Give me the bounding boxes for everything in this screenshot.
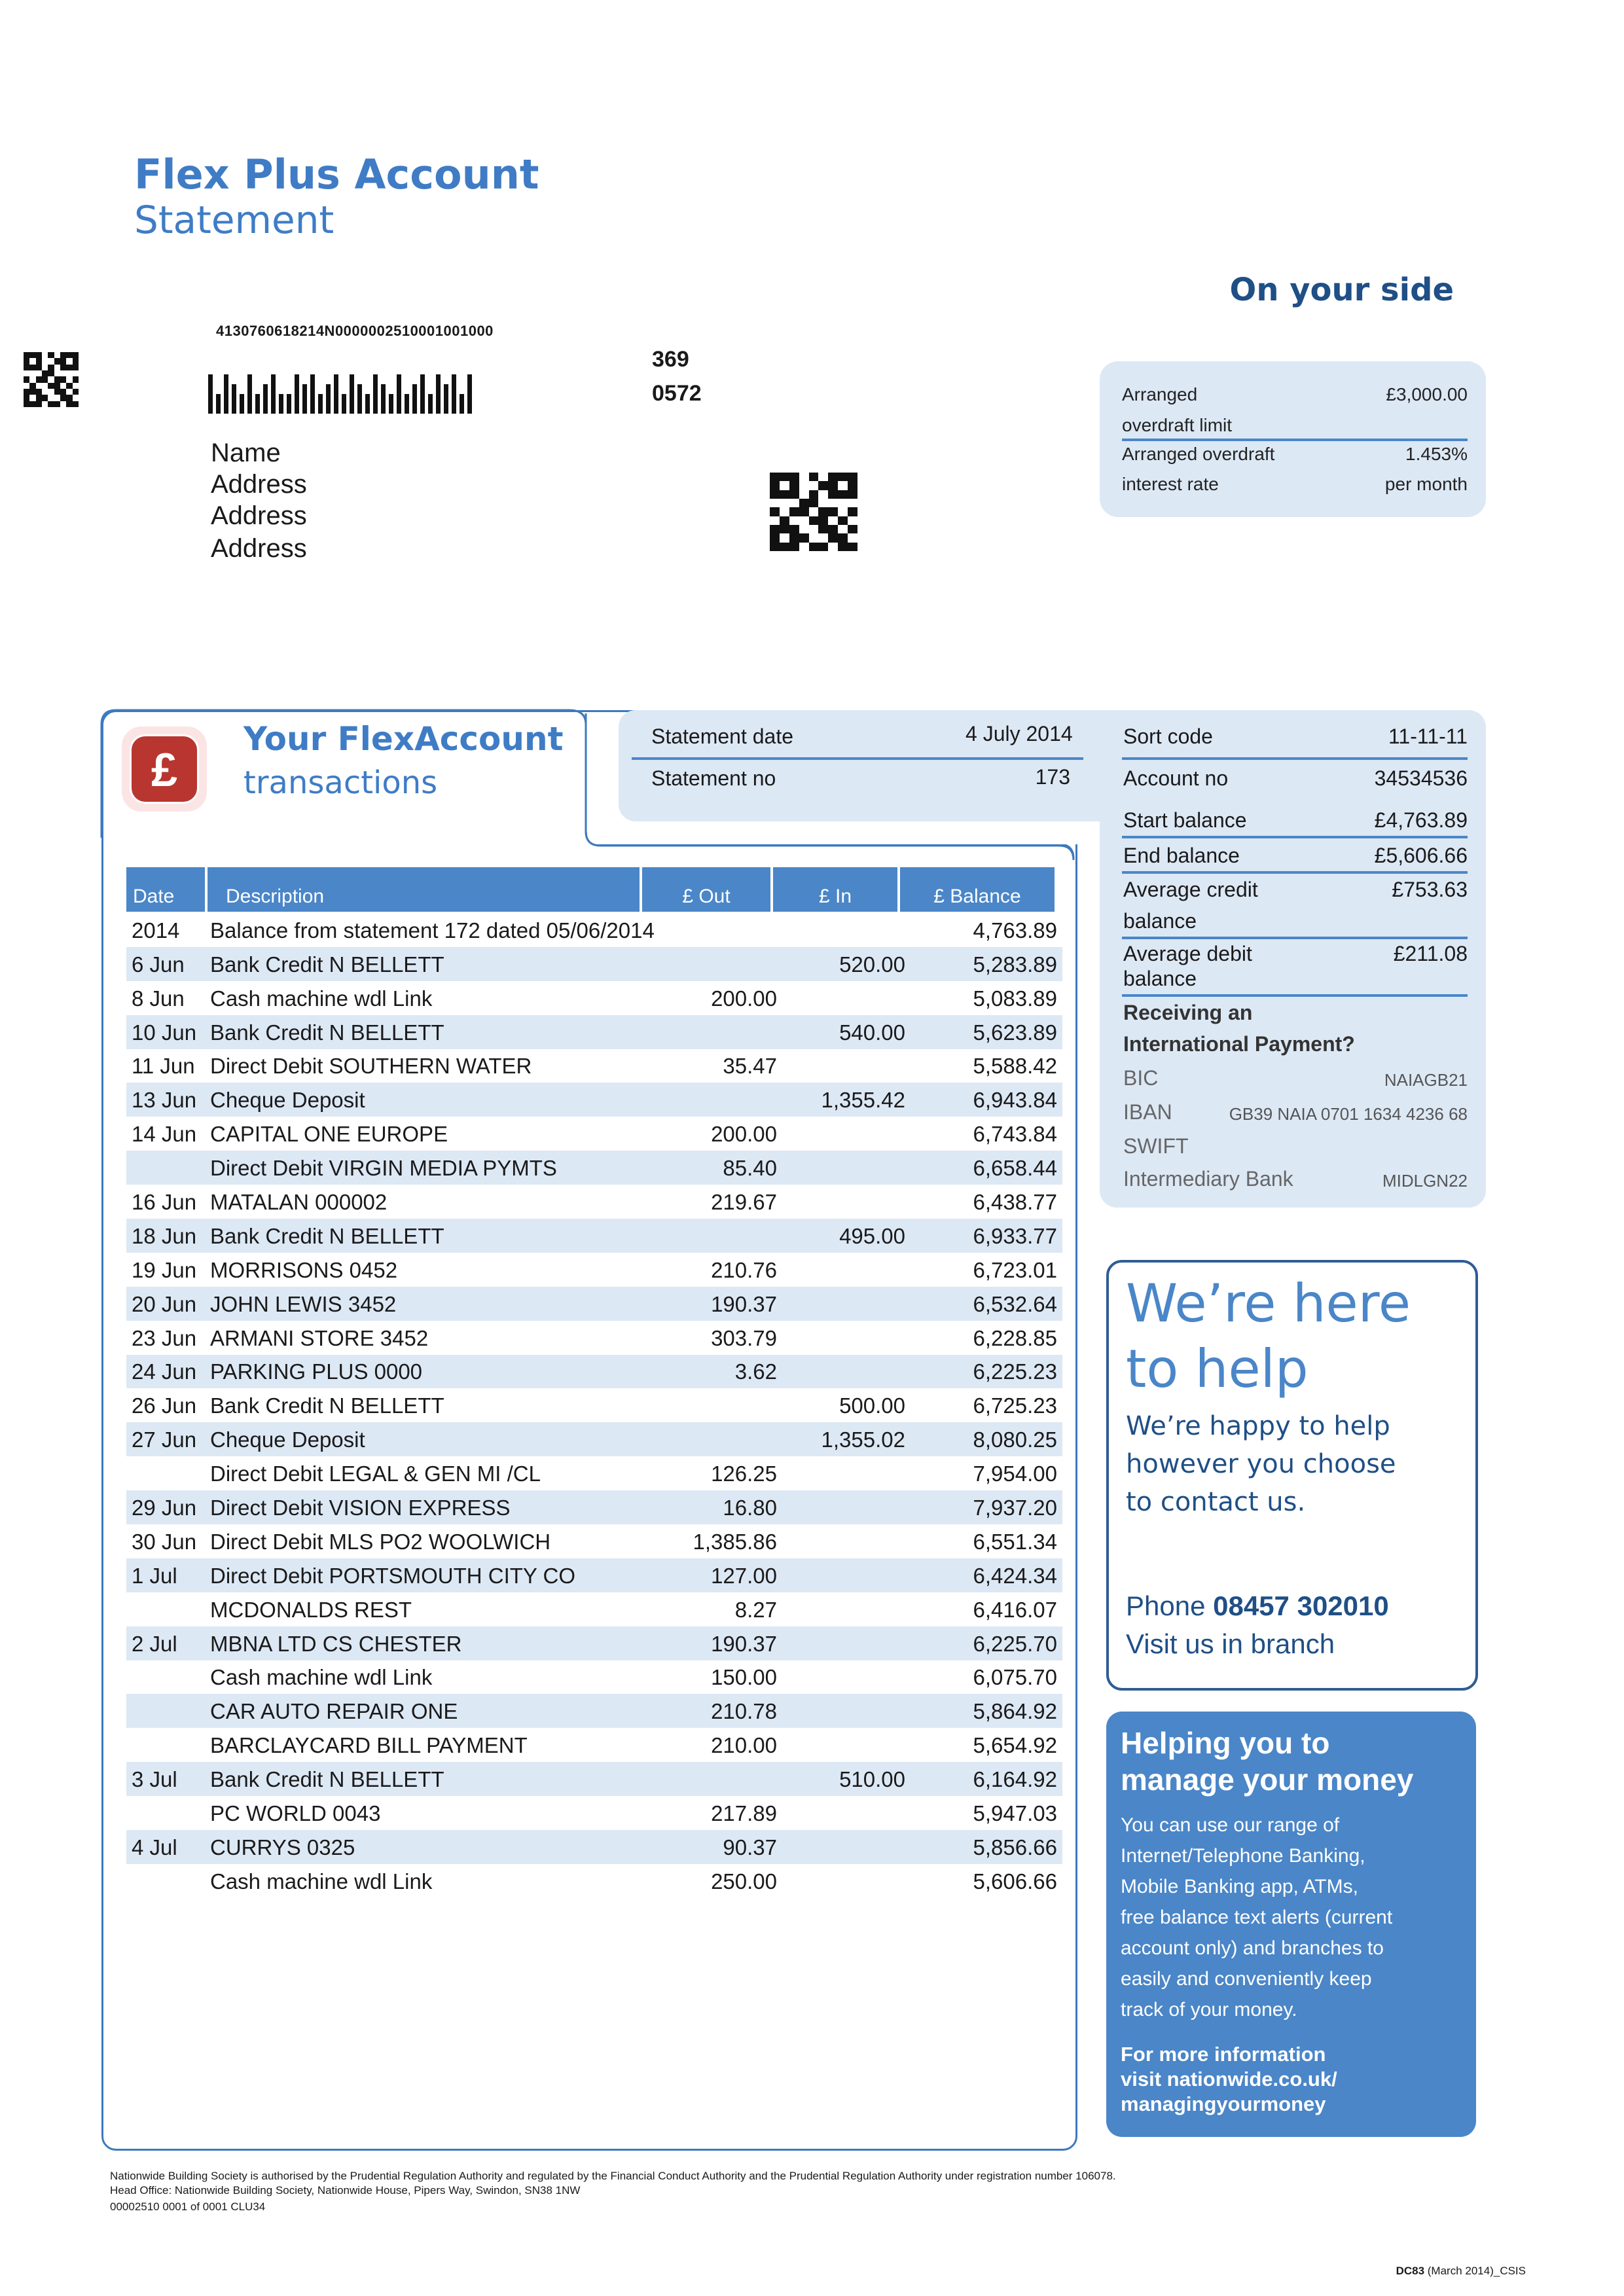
cell-desc: PARKING PLUS 0000 [210,1359,423,1384]
table-row [126,1490,1062,1524]
cell-desc: Direct Debit PORTSMOUTH CITY CO [210,1563,576,1588]
end-balance-label: End balance [1123,844,1240,867]
money-body-line: account only) and branches to [1121,1937,1384,1959]
cell-date: 30 Jun [132,1529,197,1554]
cell-desc: Direct Debit LEGAL & GEN MI /CL [210,1462,541,1486]
od-rate-period: per month [1384,474,1468,494]
cell-bal: 6,658.44 [973,1156,1057,1181]
avg-debit-label-1: Average debit [1123,942,1252,965]
cell-bal: 6,532.64 [973,1291,1057,1316]
money-link[interactable]: visit nationwide.co.uk/ [1121,2068,1337,2090]
od-rate-value: 1.453% [1405,444,1468,464]
cell-out: 210.76 [711,1257,777,1282]
barcode-icon [208,374,549,414]
cell-desc: Cash machine wdl Link [210,986,433,1011]
table-row [126,913,1062,947]
sort-code-value: 11-11-11 [1388,725,1468,748]
bic-value: NAIAGB21 [1384,1070,1468,1090]
divider [1122,439,1468,441]
money-more-info [1121,2042,1337,2117]
cell-date: 1 Jul [132,1563,177,1588]
mail-code-1: 369 [652,347,689,372]
avg-credit-value: £753.63 [1392,878,1468,901]
cell-desc: Direct Debit VIRGIN MEDIA PYMTS [210,1156,557,1181]
cell-bal: 6,725.23 [973,1393,1057,1418]
cell-desc: MCDONALDS REST [210,1597,412,1622]
table-row [126,981,1062,1015]
help-line-3: to contact us. [1126,1487,1306,1517]
divider [1122,994,1468,997]
footer-address: Head Office: Nationwide Building Society, Nationwide House, Pipers Way, Swindon, SN38 1NW [110,2184,581,2197]
divider [1122,937,1468,939]
start-balance-label: Start balance [1123,808,1247,832]
cell-bal: 5,864.92 [973,1699,1057,1724]
help-branch: Visit us in branch [1126,1628,1335,1659]
mail-code-2: 0572 [652,381,702,406]
od-rate-label-1: Arranged overdraft [1122,444,1275,464]
money-panel [1106,1712,1476,2137]
table-header [126,867,1062,912]
money-body-line: easily and conveniently keep [1121,1968,1372,1990]
cell-bal: 6,424.34 [973,1563,1057,1588]
cell-bal: 6,075.70 [973,1665,1057,1690]
avg-debit-value: £211.08 [1393,942,1468,965]
cell-out: 250.00 [711,1869,777,1893]
col-in: £ In [773,867,897,912]
cell-out: 200.00 [711,986,777,1011]
cell-out: 35.47 [723,1054,777,1079]
cell-in: 540.00 [839,1020,905,1045]
money-body [1121,1810,1392,2025]
table-row [126,1185,1062,1219]
cell-bal: 6,943.84 [973,1088,1057,1113]
table-row [126,1355,1062,1389]
cell-bal: 7,954.00 [973,1462,1057,1486]
transactions-subtitle: transactions [244,764,438,801]
cell-bal: 6,416.07 [973,1597,1057,1622]
cell-out: 8.27 [734,1597,777,1622]
od-limit-label-2: overdraft limit [1122,415,1233,435]
table-row [126,1558,1062,1592]
cell-out: 150.00 [711,1665,777,1690]
cell-bal: 4,763.89 [973,918,1057,942]
cell-date: 24 Jun [132,1359,197,1384]
address-line-2: Address [211,501,307,530]
page-title: Flex Plus Account [134,151,539,198]
cell-bal: 5,083.89 [973,986,1057,1011]
help-heading-2: to help [1126,1338,1308,1399]
cell-bal: 6,225.23 [973,1359,1057,1384]
cell-desc: Bank Credit N BELLETT [210,952,444,977]
barcode-number: 4130760618214N0000002510001001000 [216,323,494,339]
cell-desc: Direct Debit MLS PO2 WOOLWICH [210,1529,551,1554]
table-row [126,1762,1062,1796]
cell-out: 219.67 [711,1190,777,1215]
cell-date: 3 Jul [132,1767,177,1792]
swift-label: SWIFT [1123,1134,1189,1158]
cell-bal: 5,856.66 [973,1835,1057,1859]
cell-bal: 5,947.03 [973,1801,1057,1826]
cell-desc: Cash machine wdl Link [210,1665,433,1690]
col-balance: £ Balance [900,867,1055,912]
table-row [126,1728,1062,1762]
od-limit-value: £3,000.00 [1386,384,1468,404]
cell-date: 19 Jun [132,1257,197,1282]
cell-bal: 6,228.85 [973,1325,1057,1350]
cell-desc: Cheque Deposit [210,1427,365,1452]
divider [1122,871,1468,874]
sort-code-label: Sort code [1123,725,1213,748]
cell-bal: 7,937.20 [973,1496,1057,1520]
cell-desc: Cheque Deposit [210,1088,365,1113]
cell-desc: MATALAN 000002 [210,1190,388,1215]
cell-desc: MBNA LTD CS CHESTER [210,1631,462,1656]
table-row [126,1456,1062,1490]
statement-date-label: Statement date [651,725,794,748]
help-phone [1126,1590,1389,1622]
page-subtitle: Statement [134,198,334,242]
cell-in: 520.00 [839,952,905,977]
table-row [126,1219,1062,1253]
money-heading-1: Helping you to [1121,1726,1330,1760]
help-line-1: We’re happy to help [1126,1411,1390,1441]
cell-in: 500.00 [839,1393,905,1418]
cell-desc: Direct Debit SOUTHERN WATER [210,1054,532,1079]
footer-ref: 00002510 0001 of 0001 CLU34 [110,2200,266,2213]
cell-bal: 6,225.70 [973,1631,1057,1656]
cell-desc: CURRYS 0325 [210,1835,355,1859]
table-row [126,1151,1062,1185]
table-row [126,1287,1062,1321]
avg-credit-label-1: Average credit [1123,878,1258,901]
phone-number: 08457 302010 [1213,1590,1389,1621]
money-body-line: You can use our range of [1121,1814,1340,1836]
table-row [126,1083,1062,1117]
cell-out: 85.40 [723,1156,777,1181]
cell-date: 8 Jun [132,986,185,1011]
table-row [126,1626,1062,1660]
cell-date: 11 Jun [132,1054,195,1079]
qr-code-icon [24,352,79,407]
cell-out: 127.00 [711,1563,777,1588]
cell-desc: Bank Credit N BELLETT [210,1020,444,1045]
cell-bal: 8,080.25 [973,1427,1057,1452]
cell-desc: Bank Credit N BELLETT [210,1223,444,1248]
transactions-table [126,913,1062,1898]
cell-date: 4 Jul [132,1835,177,1859]
divider [1122,757,1468,760]
intermediary-value: MIDLGN22 [1382,1171,1468,1191]
end-balance-value: £5,606.66 [1374,844,1468,867]
address-line-3: Address [211,534,307,563]
cell-date: 2014 [132,918,180,942]
help-line-2: however you choose [1126,1449,1396,1479]
start-balance-value: £4,763.89 [1374,808,1468,832]
cell-date: 10 Jun [132,1020,197,1045]
cell-date: 14 Jun [132,1122,197,1147]
cell-bal: 6,743.84 [973,1122,1057,1147]
transactions-title: Your FlexAccount [244,720,564,758]
cell-out: 190.37 [711,1631,777,1656]
cell-out: 210.78 [711,1699,777,1724]
cell-out: 217.89 [711,1801,777,1826]
money-heading-2: manage your money [1121,1763,1414,1797]
col-description: Description [208,867,640,912]
account-no-value: 34534536 [1374,766,1468,790]
cell-in: 1,355.42 [821,1088,905,1113]
table-row [126,1117,1062,1151]
od-rate-label-2: interest rate [1122,474,1219,494]
cell-desc: Balance from statement 172 dated 05/06/2014 [210,918,655,942]
table-row [126,1660,1062,1695]
footer-code-rest: (March 2014)_CSIS [1424,2265,1526,2277]
table-row [126,1694,1062,1728]
bic-label: BIC [1123,1066,1159,1090]
cell-in: 495.00 [839,1223,905,1248]
iban-value: GB39 NAIA 0701 1634 4236 68 [1229,1104,1468,1124]
cell-bal: 5,623.89 [973,1020,1057,1045]
recipient-name: Name [211,439,281,467]
qr-code-icon [770,473,857,551]
table-row [126,1388,1062,1422]
account-no-label: Account no [1123,766,1229,790]
cell-date: 6 Jun [132,952,185,977]
cell-date: 27 Jun [132,1427,197,1452]
cell-in: 510.00 [839,1767,905,1792]
money-body-line: Mobile Banking app, ATMs, [1121,1876,1358,1897]
cell-out: 90.37 [723,1835,777,1859]
table-row [126,1015,1062,1049]
pound-icon: £ [122,726,207,812]
cell-date: 20 Jun [132,1291,197,1316]
table-row [126,1049,1062,1083]
cell-desc: ARMANI STORE 3452 [210,1325,429,1350]
table-row [126,1524,1062,1558]
statement-no-label: Statement no [651,766,776,790]
cell-date: 16 Jun [132,1190,197,1215]
cell-desc: CAPITAL ONE EUROPE [210,1122,448,1147]
money-body-line: track of your money. [1121,1999,1297,2020]
money-more-line: For more information [1121,2043,1326,2066]
money-body-line: Internet/Telephone Banking, [1121,1845,1365,1867]
footer-code-bold: DC83 [1396,2265,1425,2277]
cell-date: 18 Jun [132,1223,197,1248]
cell-desc: PC WORLD 0043 [210,1801,381,1826]
money-link[interactable]: managingyourmoney [1121,2092,1326,2115]
cell-bal: 6,438.77 [973,1190,1057,1215]
help-heading-1: We’re here [1126,1273,1411,1334]
cell-in: 1,355.02 [821,1427,905,1452]
avg-debit-label-2: balance [1123,967,1197,990]
cell-out: 1,385.86 [693,1529,777,1554]
cell-date: 23 Jun [132,1325,197,1350]
cell-out: 210.00 [711,1733,777,1758]
table-row [126,1422,1062,1456]
cell-desc: JOHN LEWIS 3452 [210,1291,397,1316]
cell-out: 200.00 [711,1122,777,1147]
statement-date-value: 4 July 2014 [965,722,1073,745]
footer-code [1396,2265,1526,2278]
tagline: On your side [1229,272,1454,308]
cell-bal: 6,933.77 [973,1223,1057,1248]
account-info-panel [1100,710,1486,1208]
cell-bal: 5,588.42 [973,1054,1057,1079]
intl-payment-label-2: International Payment? [1123,1032,1355,1056]
cell-out: 16.80 [723,1496,777,1520]
overdraft-panel [1100,361,1486,517]
cell-date: 29 Jun [132,1496,197,1520]
table-row [126,947,1062,981]
cell-bal: 5,283.89 [973,952,1057,977]
col-date: Date [126,867,205,912]
cell-bal: 6,551.34 [973,1529,1057,1554]
col-out: £ Out [642,867,770,912]
table-row [126,1592,1062,1626]
table-row [126,1253,1062,1287]
cell-date: 13 Jun [132,1088,197,1113]
iban-label: IBAN [1123,1100,1172,1124]
cell-desc: CAR AUTO REPAIR ONE [210,1699,458,1724]
table-row [126,1864,1062,1898]
cell-date: 26 Jun [132,1393,197,1418]
cell-desc: MORRISONS 0452 [210,1257,398,1282]
cell-out: 190.37 [711,1291,777,1316]
cell-desc: Bank Credit N BELLETT [210,1393,444,1418]
cell-desc: BARCLAYCARD BILL PAYMENT [210,1733,528,1758]
intl-payment-label-1: Receiving an [1123,1001,1253,1024]
cell-desc: Cash machine wdl Link [210,1869,433,1893]
table-row [126,1830,1062,1864]
cell-bal: 6,164.92 [973,1767,1057,1792]
money-body-line: free balance text alerts (current [1121,1907,1393,1928]
divider [632,757,1083,760]
phone-label: Phone [1126,1590,1214,1621]
divider [1122,836,1468,838]
cell-out: 126.25 [711,1462,777,1486]
cell-bal: 5,654.92 [973,1733,1057,1758]
address-line-1: Address [211,470,307,499]
cell-bal: 6,723.01 [973,1257,1057,1282]
table-row [126,1321,1062,1355]
cell-out: 3.62 [734,1359,777,1384]
cell-out: 303.79 [711,1325,777,1350]
cell-bal: 5,606.66 [973,1869,1057,1893]
od-limit-label-1: Arranged [1122,384,1198,404]
cell-desc: Bank Credit N BELLETT [210,1767,444,1792]
cell-desc: Direct Debit VISION EXPRESS [210,1496,511,1520]
footer-regulatory: Nationwide Building Society is authorised by the Prudential Regulation Authority and regulated by the Financial Conduct Authority and the Prudential Regulation Authority under registration number 106078. [110,2170,1116,2182]
table-row [126,1796,1062,1830]
statement-no-value: 173 [1035,765,1070,789]
cell-date: 2 Jul [132,1631,177,1656]
avg-credit-label-2: balance [1123,909,1197,933]
intermediary-label: Intermediary Bank [1123,1167,1293,1191]
